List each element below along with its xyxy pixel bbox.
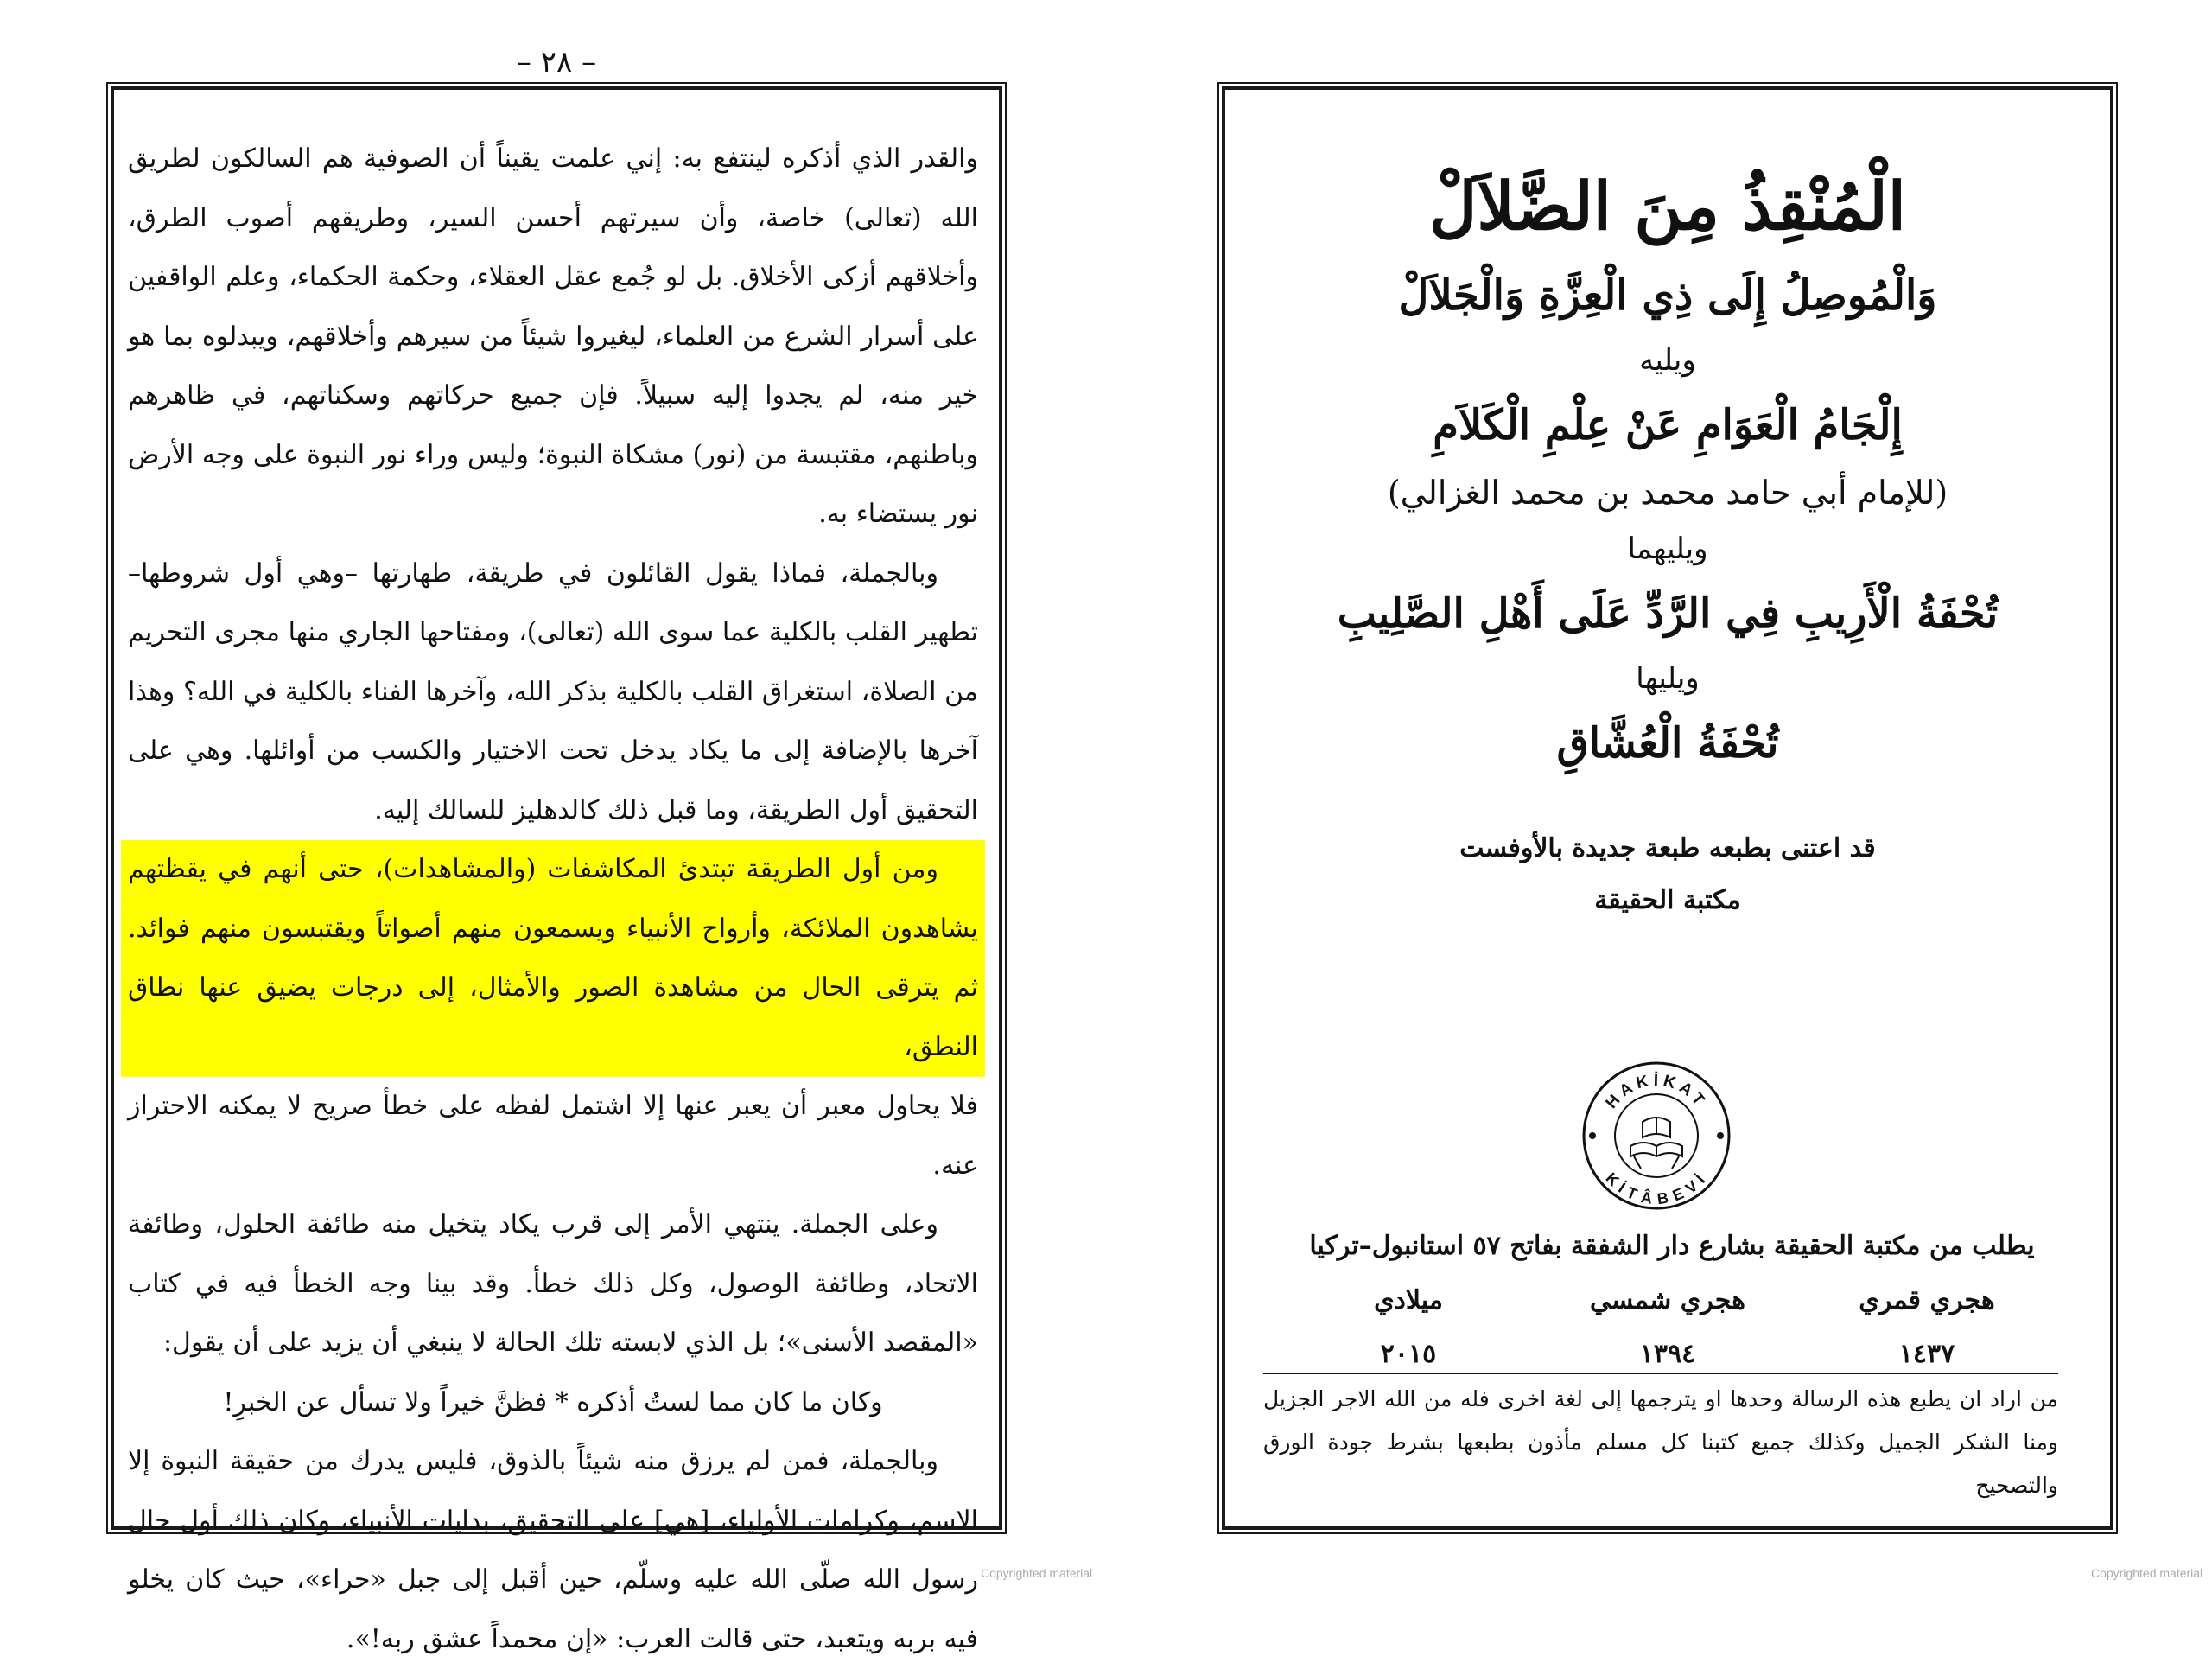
watermark-left: Copyrighted material bbox=[981, 1566, 1093, 1580]
connector-1: ويليه bbox=[1639, 343, 1696, 378]
dates-row bbox=[1313, 1274, 2022, 1381]
paragraph-2: وبالجملة، فماذا يقول القائلون في طريقة، طهارتها –وهي أول شروطها– تطهير القلب بالكلية عما سوى الله (تعالى)، ومفتاحها الجاري منها مجرى التحريم من الصلاة، استغراق القلب بالكلية بذكر الله، وآخرها الفناء بالكلية في الله؟ وهذا آخرها بالإضافة إلى ما يكاد يدخل تحت الاختيار والكسب من أوائلها. وهي على التحقيق أول الطريقة، وما قبل ذلك كالدهليز للسالك إليه. bbox=[128, 557, 978, 825]
open-book-icon bbox=[1630, 1117, 1682, 1169]
poem-line: وكان ما كان مما لستُ أذكره * فظنَّ خيراً ولا تسأل عن الخبرِ! bbox=[223, 1386, 883, 1417]
left-page-body bbox=[121, 130, 985, 1669]
book-title-main: الْمُنْقِذُ مِنَ الضَّلاَلْ bbox=[1429, 168, 1906, 245]
date-gregorian bbox=[1313, 1274, 1503, 1381]
date-label: ميلادي bbox=[1374, 1285, 1443, 1315]
author-line: (للإمام أبي حامد محمد بن محمد الغزالي) bbox=[1387, 474, 1948, 512]
date-hijri-solar bbox=[1573, 1274, 1763, 1381]
paragraph-continuation: فلا يحاول معبر أن يعبر عنها إلا اشتمل لفظه على خطأ صريح لا يمكنه الاحتراز عنه. bbox=[128, 1091, 978, 1181]
book-title-2: إِلْجَامُ الْعَوَامِ عَنْ عِلْمِ الْكَلاَمِ bbox=[1433, 401, 1903, 449]
date-year: ١٤٣٧ bbox=[1898, 1339, 1955, 1369]
publisher-name: مكتبة الحقيقة bbox=[1594, 885, 1741, 915]
paragraph-5: وبالجملة، فمن لم يرزق منه شيئاً بالذوق، فليس يدرك من حقيقة النبوة إلا الاسم، وكرامات الأولياء، [هي] على التحقيق، بدايات الأنبياء، وكان ذلك أول حال رسول الله صلّى الله عليه وسلّم، حين أقبل إلى جبل «حراء»، حيث كان يخلو فيه بربه ويتعبد، حتى قالت العرب: «إن محمداً عشق ربه!». bbox=[128, 1446, 978, 1654]
book-title-4: تُحْفَةُ الْعُشَّاقِ bbox=[1556, 719, 1779, 768]
page-number: – ٢٨ – bbox=[516, 45, 597, 80]
paragraph-1: والقدر الذي أذكره لينتفع به: إني علمت يقيناً أن الصوفية هم السالكون لطريق الله (تعالى) خاصة، وأن سيرتهم أحسن السير، وطريقهم أصوب الطرق، وأخلاقهم أزكى الأخلاق. بل لو جُمع عقل العقلاء، وحكمة الحكماء، وعلم الواقفين على أسرار الشرع من العلماء، ليغيروا شيئاً من سيرهم وأخلاقهم، ويبدلوه بما هو خير منه، لم يجدوا إليه سبيلاً. فإن جميع حركاتهم وسكناتهم، في ظاهرهم وباطنهم، مقتبسة من (نور) مشكاة النبوة؛ وليس وراء نور النبوة على وجه الأرض نور يستضاء به. bbox=[128, 143, 978, 529]
connector-3: ويليها bbox=[1636, 661, 1700, 696]
date-year: ٢٠١٥ bbox=[1380, 1339, 1437, 1369]
footer-divider bbox=[1263, 1373, 2058, 1374]
date-label: هجري شمسي bbox=[1590, 1285, 1745, 1315]
watermark-right: Copyrighted material bbox=[2091, 1566, 2203, 1580]
date-hijri-lunar bbox=[1832, 1274, 2022, 1381]
reprint-note: قد اعتنى بطبعه طبعة جديدة بالأوفست bbox=[1459, 833, 1876, 863]
paragraph-4: وعلى الجملة. ينتهي الأمر إلى قرب يكاد يتخيل منه طائفة الحلول، وطائفة الاتحاد، وطائفة الوصول، وكل ذلك خطأ. وقد بينا وجه الخطأ فيه في كتاب «المقصد الأسنى»؛ بل الذي لابسته تلك الحالة لا ينبغي أن يزيد على أن يقول: bbox=[128, 1209, 978, 1358]
seal-top-text: HAKİKAT bbox=[1602, 1071, 1711, 1112]
connector-2: ويليهما bbox=[1627, 532, 1708, 566]
publisher-seal-icon bbox=[1580, 1060, 1732, 1212]
footer-note: من اراد ان يطبع هذه الرسالة وحدها او يترجمها إلى لغة اخرى فله من الله الاجر الجزيل ومنا الشكر الجميل وكذلك جميع كتبنا كل مسلم مأذون بطبعها بشرط جودة الورق والتصحيح bbox=[1263, 1386, 2058, 1498]
date-label: هجري قمري bbox=[1859, 1285, 1995, 1315]
title-block bbox=[1262, 156, 2074, 927]
book-title-sub: وَالْمُوصِلُ إِلَى ذِي الْعِزَّةِ وَالْجَلاَلْ bbox=[1398, 271, 1937, 320]
book-title-3: تُحْفَةُ الْأَرِيبِ فِي الرَّدِّ عَلَى أَهْلِ الصَّلِيبِ bbox=[1337, 589, 1999, 638]
date-year: ١٣٩٤ bbox=[1639, 1339, 1696, 1369]
address-line: يطلب من مكتبة الحقيقة بشارع دار الشفقة بفاتح ٥٧ استانبول–تركيا bbox=[1309, 1231, 2035, 1261]
seal-bottom-text: KİTÂBEVİ bbox=[1602, 1169, 1711, 1208]
highlighted-paragraph: ومن أول الطريقة تبتدئ المكاشفات (والمشاهدات)، حتى أنهم في يقظتهم يشاهدون الملائكة، وأرواح الأنبياء ويسمعون منهم أصواتاً ويقتبسون منهم فوائد. ثم يترقى الحال من مشاهدة الصور والأمثال، إلى درجات يضيق عنها نطاق النطق، bbox=[121, 840, 985, 1077]
